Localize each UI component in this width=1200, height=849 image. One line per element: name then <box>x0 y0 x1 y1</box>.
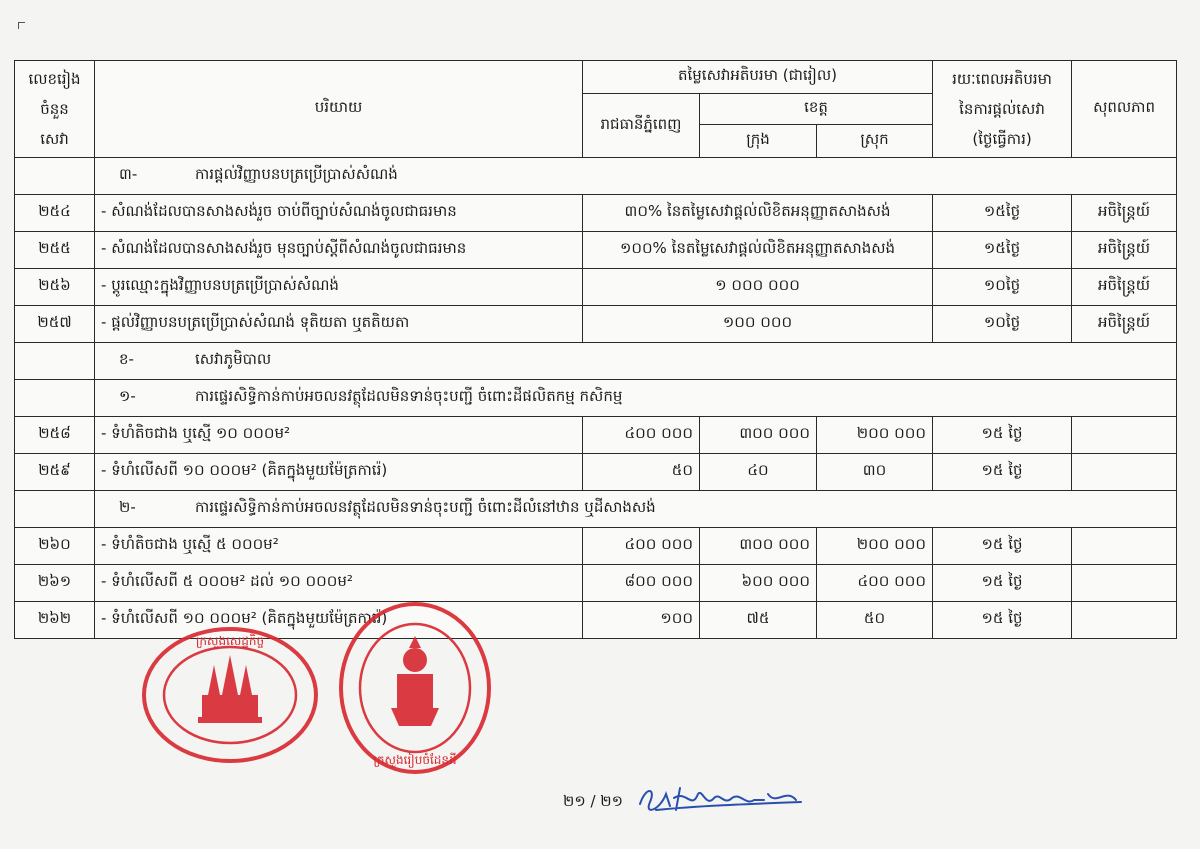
row-fee-city: ៣០០ ០០០ <box>700 528 817 565</box>
header-duration-line3: (ថ្ងៃធ្វើការ) <box>972 130 1032 148</box>
table-row <box>15 306 1177 343</box>
section-title: ១- ការផ្ទេរសិទ្ធិកាន់កាប់អចលនវត្ថុដែលមិនទាន់ចុះបញ្ជី ចំពោះដីផលិតកម្ម កសិកម្ម <box>95 380 1177 417</box>
row-fee-phnom-penh: ៤០០ ០០០ <box>583 528 700 565</box>
row-validity: អចិន្ត្រៃយ៍ <box>1072 306 1177 343</box>
header-max-fee: តម្លៃសេវាអតិបរមា (ជារៀល) <box>583 61 933 94</box>
row-duration: ១៥ថ្ងៃ <box>933 232 1072 269</box>
header-duration-line1: រយៈពេលអតិបរមា <box>952 70 1052 88</box>
row-fee-city: ៧៥ <box>700 602 817 639</box>
row-validity <box>1072 454 1177 491</box>
header-phnom-penh: រាជធានីភ្នំពេញ <box>583 94 700 158</box>
row-fee: ១ ០០០ ០០០ <box>583 269 933 306</box>
ministry-seal-right <box>335 598 495 778</box>
row-number: ២៥៤ <box>15 195 95 232</box>
row-duration: ១៥ ថ្ងៃ <box>933 528 1072 565</box>
row-number: ២៥៦ <box>15 269 95 306</box>
row-fee-district: ៣០ <box>817 454 933 491</box>
signature <box>636 780 806 816</box>
table-row <box>15 528 1177 565</box>
row-duration: ១៥ ថ្ងៃ <box>933 565 1072 602</box>
header-city: ក្រុង <box>700 125 817 158</box>
row-number: ២៥៩ <box>15 454 95 491</box>
row-fee-phnom-penh: ៨០០ ០០០ <box>583 565 700 602</box>
row-description: - ទំហំតិចជាង ឬស្មើ ៥ ០០០ម² <box>95 528 583 565</box>
table-row <box>15 232 1177 269</box>
ministry-seal-left <box>138 625 323 765</box>
row-number: ២៦១ <box>15 565 95 602</box>
row-number: ២៥៧ <box>15 306 95 343</box>
row-number: ២៥៨ <box>15 417 95 454</box>
row-validity <box>1072 528 1177 565</box>
row-description: - ប្ដូរឈ្មោះក្នុងវិញ្ញាបនបត្រប្រើប្រាស់សំណង់ <box>95 269 583 306</box>
section-row <box>15 158 1177 195</box>
row-fee-phnom-penh: ៥០ <box>583 454 700 491</box>
row-fee-district: ៥០ <box>817 602 933 639</box>
table-row <box>15 454 1177 491</box>
seal-left-text: ក្រសួងសេដ្ឋកិច្ច <box>195 634 265 648</box>
row-validity: អចិន្ត្រៃយ៍ <box>1072 195 1177 232</box>
seal-right-text: ក្រសួងរៀបចំដែនដី <box>373 753 457 767</box>
header-no-line1: លេខរៀង <box>28 70 81 88</box>
row-fee-city: ៤០ <box>700 454 817 491</box>
header-district: ស្រុក <box>817 125 933 158</box>
header-duration-line2: នៃការផ្ដល់សេវា <box>959 100 1045 118</box>
section-title: ខ- សេវាភូមិបាល <box>95 343 1177 380</box>
row-validity <box>1072 417 1177 454</box>
table-row <box>15 195 1177 232</box>
row-number: ២៦០ <box>15 528 95 565</box>
row-fee-district: ២០០ ០០០ <box>817 528 933 565</box>
section-title: ២- ការផ្ទេរសិទ្ធិកាន់កាប់អចលនវត្ថុដែលមិនទាន់ចុះបញ្ជី ចំពោះដីលំនៅឋាន ឬដីសាងសង់ <box>95 491 1177 528</box>
row-description: - សំណង់ដែលបានសាងសង់រួច មុនច្បាប់ស្ដីពីសំណង់ចូលជាធរមាន <box>95 232 583 269</box>
table-row <box>15 269 1177 306</box>
row-description: - ទំហំលើសពី ១០ ០០០ម² (គិតក្នុងមួយម៉ែត្រការ៉េ) <box>95 602 583 639</box>
row-duration: ១០ថ្ងៃ <box>933 269 1072 306</box>
row-description: - ទំហំលើសពី ៥ ០០០ម² ដល់ ១០ ០០០ម² <box>95 565 583 602</box>
row-description: - ផ្ដល់វិញ្ញាបនបត្រប្រើប្រាស់សំណង់ ទុតិយតា ឬតតិយតា <box>95 306 583 343</box>
row-fee: ១០០ ០០០ <box>583 306 933 343</box>
header-description: បរិយាយ <box>95 61 583 158</box>
row-description: - សំណង់ដែលបានសាងសង់រួច ចាប់ពីច្បាប់សំណង់ចូលជាធរមាន <box>95 195 583 232</box>
row-validity: អចិន្ត្រៃយ៍ <box>1072 232 1177 269</box>
row-validity <box>1072 565 1177 602</box>
header-duration <box>933 61 1072 158</box>
page-number: ២១ / ២១ <box>563 792 623 810</box>
row-duration: ១៥ ថ្ងៃ <box>933 454 1072 491</box>
header-no-line3: សេវា <box>40 130 69 148</box>
row-duration: ១៥ ថ្ងៃ <box>933 417 1072 454</box>
header-no-line2: ចំនួន <box>40 100 69 118</box>
row-number: ២៥៥ <box>15 232 95 269</box>
section-title: ៣- ការផ្ដល់វិញ្ញាបនបត្រប្រើប្រាស់សំណង់ <box>95 158 1177 195</box>
section-row <box>15 380 1177 417</box>
row-fee-city: ៣០០ ០០០ <box>700 417 817 454</box>
section-row <box>15 491 1177 528</box>
section-row <box>15 343 1177 380</box>
row-duration: ១៥ថ្ងៃ <box>933 195 1072 232</box>
row-fee-district: ៤០០ ០០០ <box>817 565 933 602</box>
row-fee-phnom-penh: ៤០០ ០០០ <box>583 417 700 454</box>
row-duration: ១០ថ្ងៃ <box>933 306 1072 343</box>
row-description: - ទំហំលើសពី ១០ ០០០ម² (គិតក្នុងមួយម៉ែត្រការ៉េ) <box>95 454 583 491</box>
fee-table <box>14 60 1177 639</box>
row-validity <box>1072 602 1177 639</box>
row-duration: ១៥ ថ្ងៃ <box>933 602 1072 639</box>
row-fee-city: ៦០០ ០០០ <box>700 565 817 602</box>
table-row <box>15 417 1177 454</box>
row-fee: ១០០% នៃតម្លៃសេវាផ្ដល់លិខិតអនុញ្ញាតសាងសង់ <box>583 232 933 269</box>
row-fee: ៣០% នៃតម្លៃសេវាផ្ដល់លិខិតអនុញ្ញាតសាងសង់ <box>583 195 933 232</box>
row-fee-phnom-penh: ១០០ <box>583 602 700 639</box>
header-no <box>15 61 95 158</box>
header-validity: សុពលភាព <box>1072 61 1177 158</box>
row-description: - ទំហំតិចជាង ឬស្មើ ១០ ០០០ម² <box>95 417 583 454</box>
table-row <box>15 565 1177 602</box>
header-province: ខេត្ត <box>700 94 933 125</box>
row-number: ២៦២ <box>15 602 95 639</box>
corner-mark <box>18 22 25 29</box>
row-validity: អចិន្ត្រៃយ៍ <box>1072 269 1177 306</box>
row-fee-district: ២០០ ០០០ <box>817 417 933 454</box>
